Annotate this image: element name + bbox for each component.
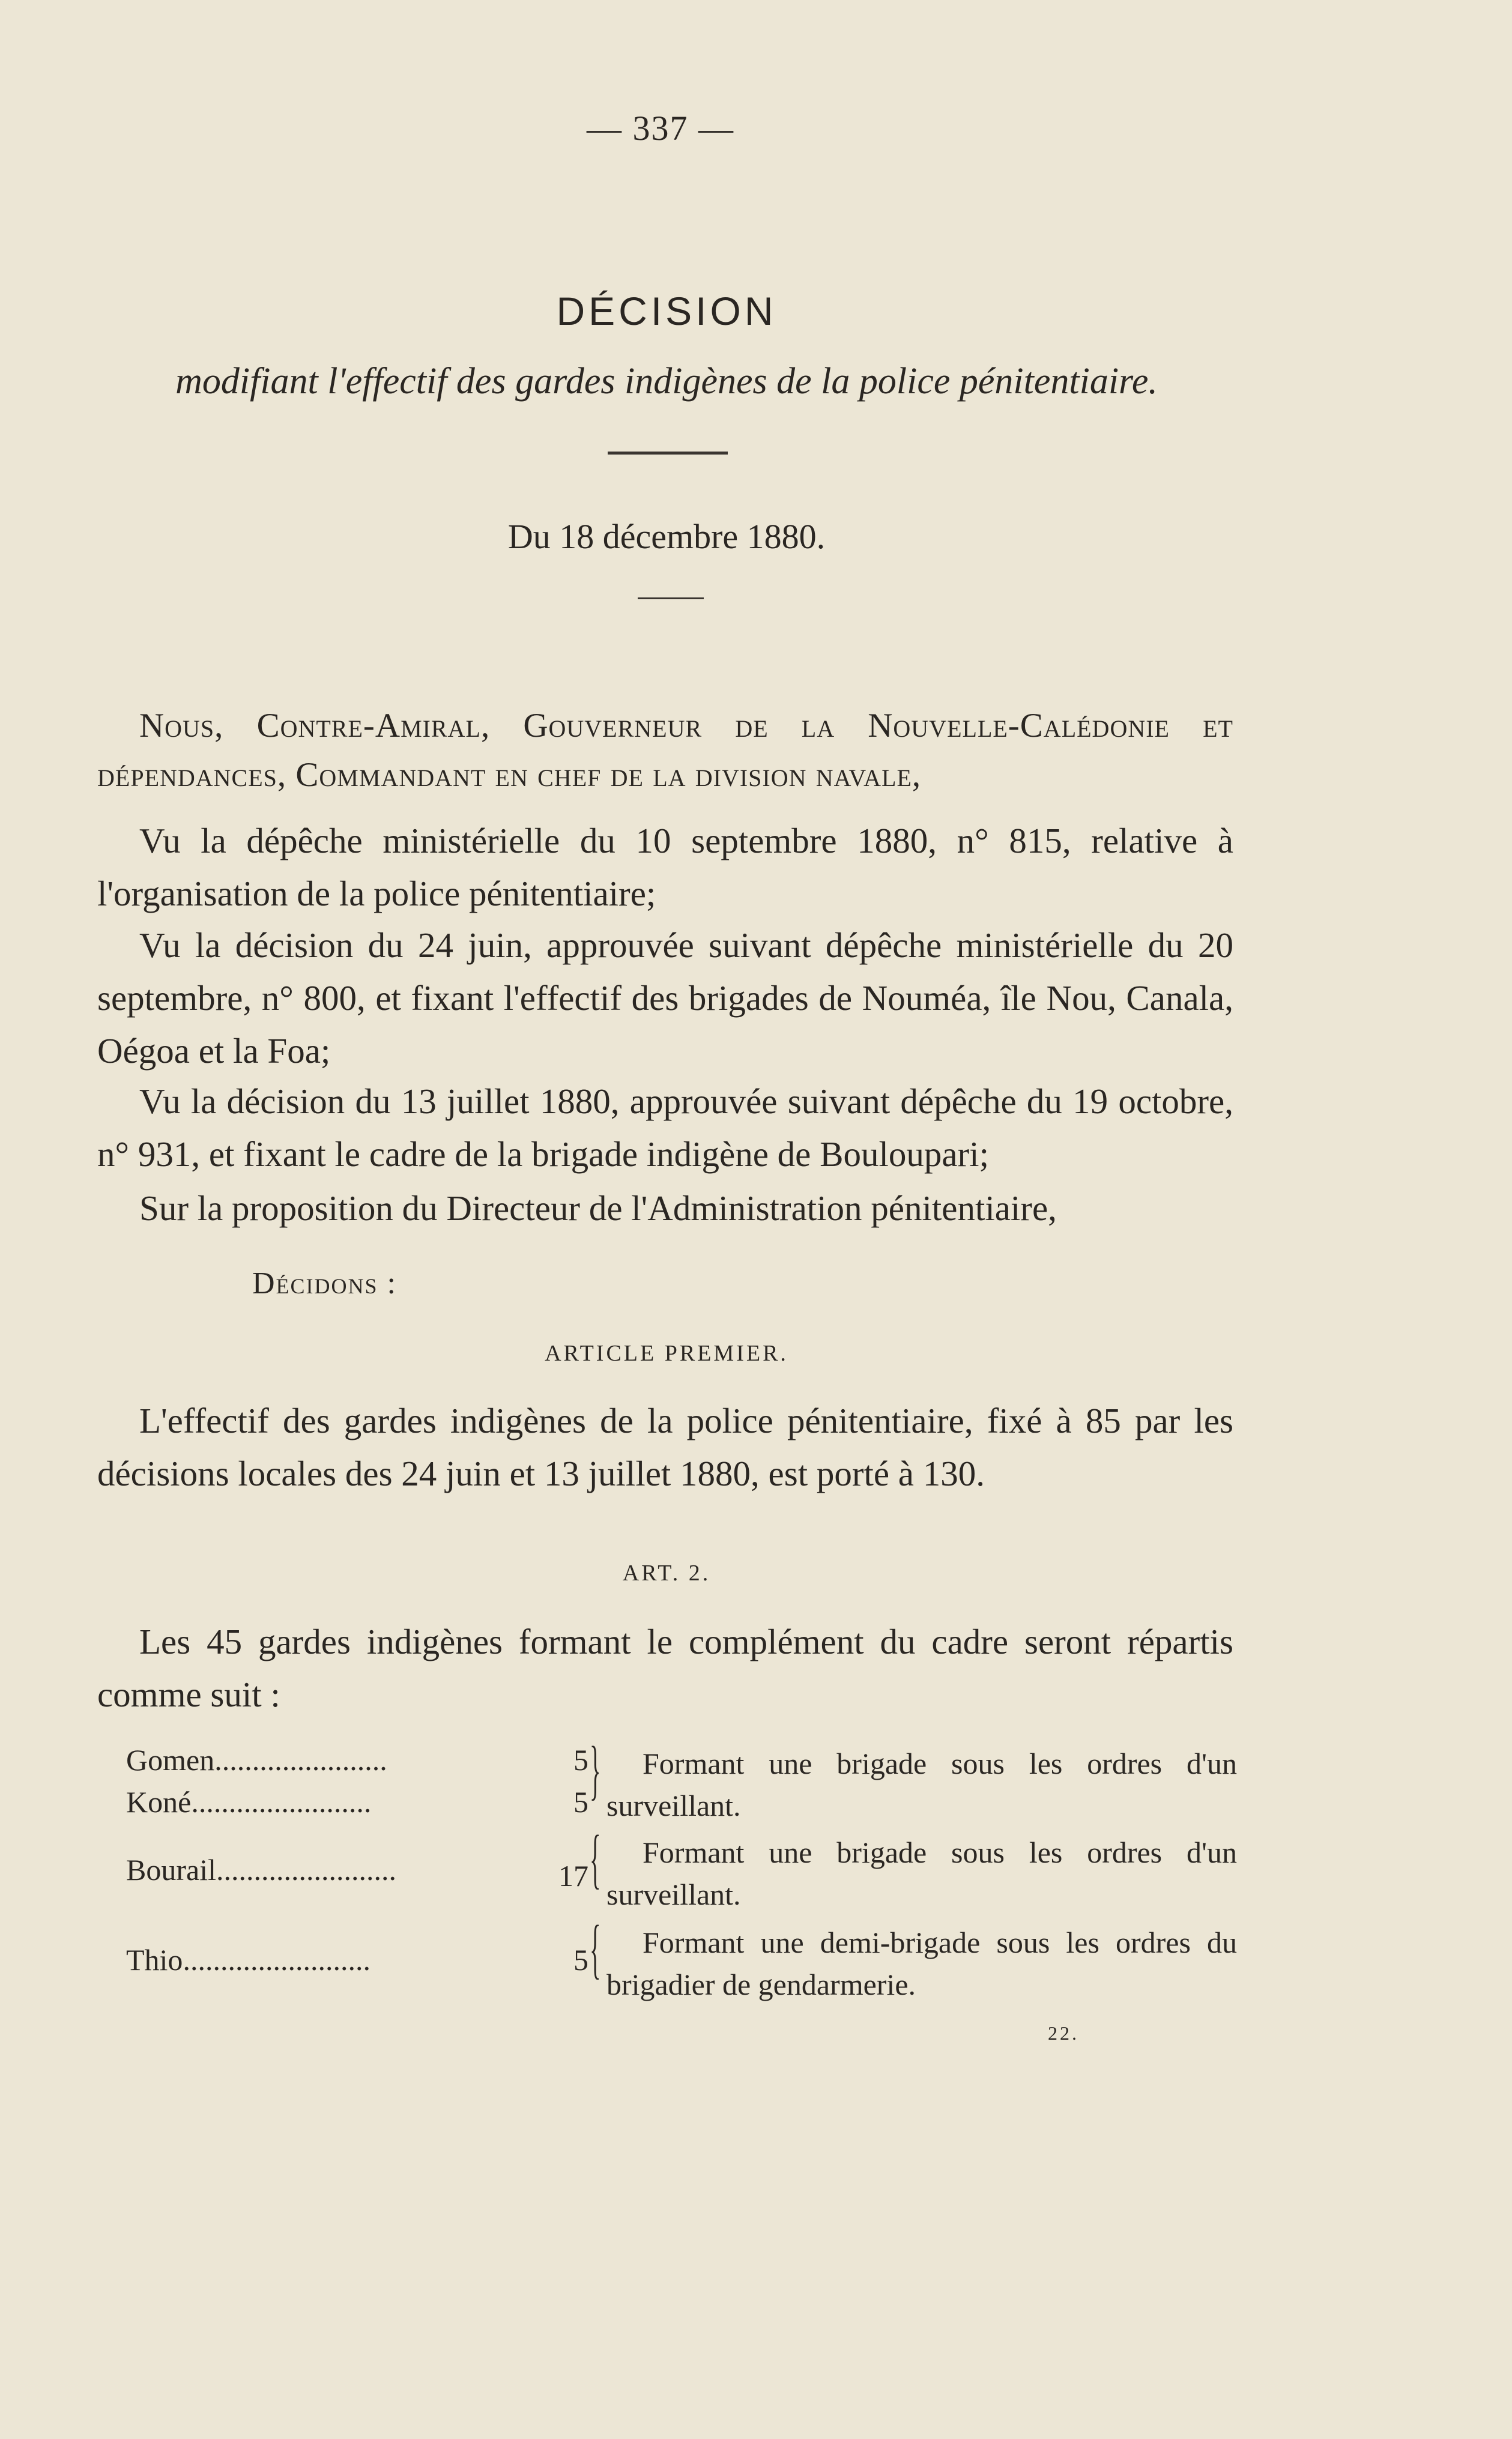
article-2-body: Les 45 gardes indigènes formant le complément du cadre seront répartis comme suit : xyxy=(97,1622,1233,1714)
place-name: Koné xyxy=(126,1785,192,1819)
article-2-heading: ART. 2. xyxy=(622,1561,711,1586)
paragraph-4: Sur la proposition du Directeur de l'Administration pénitentiaire, xyxy=(139,1188,1057,1228)
place-name: Thio xyxy=(126,1943,183,1977)
dot-leader: ........................ xyxy=(191,1785,372,1819)
dot-leader: ......................... xyxy=(183,1943,370,1977)
brace-icon: } xyxy=(590,1733,601,1806)
date-divider xyxy=(638,597,704,599)
brace-icon: { xyxy=(590,1822,601,1895)
dot-leader: ........................ xyxy=(216,1853,396,1887)
distribution-note: Formant une brigade sous les ordres d'un surveillant. xyxy=(606,1747,1237,1822)
paragraph-2: Vu la décision du 24 juin, approuvée suivant dépêche ministérielle du 20 septembre, n° 800, et fixant l'effectif des brigades de Nouméa, île Nou, Canala, Oégoa et la Foa; xyxy=(97,925,1233,1071)
decidons-heading: Décidons : xyxy=(252,1266,398,1301)
distribution-row-bourail xyxy=(126,1852,516,1887)
document-title: DÉCISION xyxy=(556,289,777,333)
article-1-body: L'effectif des gardes indigènes de la police pénitentiaire, fixé à 85 par les décisions locales des 24 juin et 13 juillet 1880, est porté à 130. xyxy=(97,1401,1233,1493)
article-1-heading: ARTICLE PREMIER. xyxy=(545,1341,788,1366)
document-subtitle: modifiant l'effectif des gardes indigènes de la police pénitentiaire. xyxy=(175,361,1158,402)
place-name: Gomen xyxy=(126,1743,215,1777)
distribution-row-thio xyxy=(126,1942,516,1977)
place-count: 5 xyxy=(573,1943,588,1977)
distribution-note: Formant une brigade sous les ordres d'un surveillant. xyxy=(606,1836,1237,1911)
dot-leader: ....................... xyxy=(214,1743,387,1777)
paragraph-3: Vu la décision du 13 juillet 1880, approuvée suivant dépêche du 19 octobre, n° 931, et fixant le cadre de la brigade indigène de Bouloupari; xyxy=(97,1081,1233,1174)
signature-mark: 22. xyxy=(1048,2022,1079,2044)
distribution-row-kone xyxy=(126,1785,516,1819)
brace-icon: { xyxy=(590,1912,601,1985)
opening-paragraph: Nous, Contre-Amiral, Gouverneur de la Nouvelle-Calédonie et dépendances, Commandant en chef de la division navale, xyxy=(97,707,1233,794)
place-name: Bourail xyxy=(126,1853,216,1887)
place-count: 5 xyxy=(573,1785,588,1819)
place-count: 5 xyxy=(573,1743,588,1777)
document-date: Du 18 décembre 1880. xyxy=(507,517,826,556)
paragraph-1: Vu la dépêche ministérielle du 10 septembre 1880, n° 815, relative à l'organisation de la police pénitentiaire; xyxy=(97,821,1233,913)
distribution-row-gomen xyxy=(126,1742,516,1777)
title-divider xyxy=(608,452,728,455)
distribution-note: Formant une demi-brigade sous les ordres du brigadier de gendarmerie. xyxy=(606,1926,1237,2001)
place-count: 17 xyxy=(558,1859,588,1893)
page-number: — 337 — xyxy=(587,109,734,148)
